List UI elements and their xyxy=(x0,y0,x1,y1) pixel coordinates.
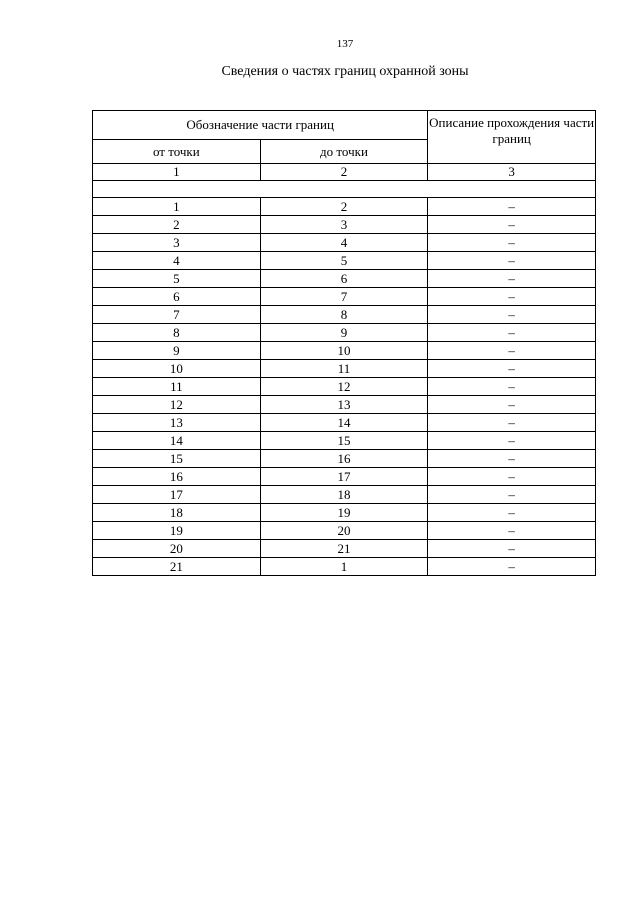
column-number-2: 2 xyxy=(260,164,428,181)
document-title: Сведения о частях границ охранной зоны xyxy=(221,64,469,79)
from-point-cell: 12 xyxy=(93,396,261,414)
table-row xyxy=(93,288,596,306)
to-point-cell: 3 xyxy=(260,216,428,234)
description-cell: – xyxy=(428,324,596,342)
table-row xyxy=(93,468,596,486)
from-point-cell: 13 xyxy=(93,414,261,432)
table-header-row xyxy=(93,111,596,140)
from-point-cell: 5 xyxy=(93,270,261,288)
table-row xyxy=(93,414,596,432)
table-row xyxy=(93,270,596,288)
table-row xyxy=(93,558,596,576)
from-point-cell: 4 xyxy=(93,252,261,270)
header-boundary-description: Описание прохождения части границ xyxy=(428,111,596,164)
table-row xyxy=(93,342,596,360)
from-point-cell: 9 xyxy=(93,342,261,360)
from-point-cell: 20 xyxy=(93,540,261,558)
from-point-cell: 3 xyxy=(93,234,261,252)
to-point-cell: 19 xyxy=(260,504,428,522)
to-point-cell: 12 xyxy=(260,378,428,396)
table-row xyxy=(93,486,596,504)
from-point-cell: 15 xyxy=(93,450,261,468)
to-point-cell: 6 xyxy=(260,270,428,288)
to-point-cell: 7 xyxy=(260,288,428,306)
description-cell: – xyxy=(428,216,596,234)
table-row xyxy=(93,396,596,414)
from-point-cell: 1 xyxy=(93,198,261,216)
to-point-cell: 1 xyxy=(260,558,428,576)
description-cell: – xyxy=(428,414,596,432)
from-point-cell: 21 xyxy=(93,558,261,576)
description-cell: – xyxy=(428,432,596,450)
description-cell: – xyxy=(428,252,596,270)
from-point-cell: 7 xyxy=(93,306,261,324)
header-to-point: до точки xyxy=(260,140,428,164)
header-from-point: от точки xyxy=(93,140,261,164)
description-cell: – xyxy=(428,486,596,504)
from-point-cell: 19 xyxy=(93,522,261,540)
from-point-cell: 17 xyxy=(93,486,261,504)
to-point-cell: 5 xyxy=(260,252,428,270)
from-point-cell: 10 xyxy=(93,360,261,378)
description-cell: – xyxy=(428,558,596,576)
empty-row xyxy=(93,181,596,198)
column-number-row xyxy=(93,164,596,181)
description-cell: – xyxy=(428,198,596,216)
to-point-cell: 10 xyxy=(260,342,428,360)
to-point-cell: 2 xyxy=(260,198,428,216)
to-point-cell: 4 xyxy=(260,234,428,252)
to-point-cell: 15 xyxy=(260,432,428,450)
to-point-cell: 16 xyxy=(260,450,428,468)
table-row xyxy=(93,504,596,522)
to-point-cell: 21 xyxy=(260,540,428,558)
description-cell: – xyxy=(428,468,596,486)
description-cell: – xyxy=(428,378,596,396)
description-cell: – xyxy=(428,234,596,252)
table-row xyxy=(93,432,596,450)
table-row xyxy=(93,540,596,558)
to-point-cell: 17 xyxy=(260,468,428,486)
table-row xyxy=(93,234,596,252)
to-point-cell: 18 xyxy=(260,486,428,504)
to-point-cell: 9 xyxy=(260,324,428,342)
table-row xyxy=(93,252,596,270)
from-point-cell: 11 xyxy=(93,378,261,396)
header-boundary-designation: Обозначение части границ xyxy=(93,111,428,140)
description-cell: – xyxy=(428,306,596,324)
table-row xyxy=(93,360,596,378)
description-cell: – xyxy=(428,360,596,378)
from-point-cell: 2 xyxy=(93,216,261,234)
table-row xyxy=(93,216,596,234)
empty-cell xyxy=(93,181,596,198)
from-point-cell: 6 xyxy=(93,288,261,306)
description-cell: – xyxy=(428,396,596,414)
table-row xyxy=(93,378,596,396)
to-point-cell: 8 xyxy=(260,306,428,324)
description-cell: – xyxy=(428,504,596,522)
table-row xyxy=(93,198,596,216)
description-cell: – xyxy=(428,288,596,306)
from-point-cell: 18 xyxy=(93,504,261,522)
to-point-cell: 14 xyxy=(260,414,428,432)
from-point-cell: 14 xyxy=(93,432,261,450)
column-number-1: 1 xyxy=(93,164,261,181)
from-point-cell: 16 xyxy=(93,468,261,486)
description-cell: – xyxy=(428,270,596,288)
table-row xyxy=(93,522,596,540)
table-row xyxy=(93,450,596,468)
description-cell: – xyxy=(428,522,596,540)
table-row xyxy=(93,324,596,342)
to-point-cell: 20 xyxy=(260,522,428,540)
to-point-cell: 13 xyxy=(260,396,428,414)
page-number: 137 xyxy=(336,38,354,50)
column-number-3: 3 xyxy=(428,164,596,181)
table-row xyxy=(93,306,596,324)
to-point-cell: 11 xyxy=(260,360,428,378)
description-cell: – xyxy=(428,342,596,360)
boundary-parts-table xyxy=(92,110,596,576)
description-cell: – xyxy=(428,540,596,558)
from-point-cell: 8 xyxy=(93,324,261,342)
description-cell: – xyxy=(428,450,596,468)
